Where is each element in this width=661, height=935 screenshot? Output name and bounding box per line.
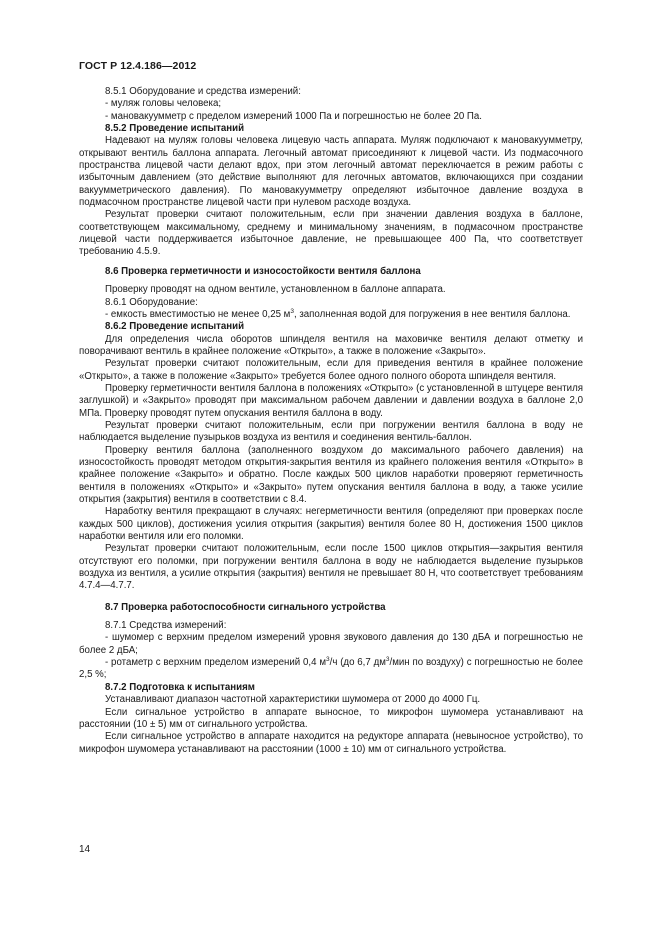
paragraph: Если сигнальное устройство в аппарате выносное, то микрофон шумомера устанавливают на расстоянии (10 ± 5) мм от сигнального устройства. xyxy=(79,706,583,730)
paragraph: Проверку проводят на одном вентиле, установленном в баллоне аппарата. xyxy=(105,284,446,296)
list-item: - муляж головы человека; xyxy=(105,98,222,110)
paragraph: Наработку вентиля прекращают в случаях: негерметичности вентиля (определяют при проверках после каждых 500 циклов), достижения усилия открытия (закрытия) вентиля более 80 Н, достижения 1500 циклов наработки вентиля или его поломки. xyxy=(79,506,583,543)
heading-8-7-2: 8.7.2 Подготовка к испытаниям xyxy=(105,681,255,693)
paragraph: Результат проверки считают положительным, если после 1500 циклов открытия—закрытия вентиля отсутствуют его поломки, при погружении вентиля баллона в воду не наблюдается выделение пузырьков воздуха из вентиля, а усилие открытия (закрытия) вентиля не превышает 80 Н, что соответствует требованиям 4.7.4—4.7.7. xyxy=(79,543,583,592)
heading-8-6: 8.6 Проверка герметичности и износостойкости вентиля баллона xyxy=(105,265,421,277)
document-header: ГОСТ Р 12.4.186—2012 xyxy=(79,60,197,72)
list-item: - емкость вместимостью не менее 0,25 $м^3$, заполненная водой для погружения в нее вентиля баллона. xyxy=(105,307,571,320)
paragraph: Проверку герметичности вентиля баллона в положениях «Открыто» (с установленной в штуцере вентиля заглушкой) и «Закрыто» проводят при максимальном рабочем давлении и давлении воздуха в баллоне 2,0 МПа. Проверку проводят путем опускания вентиля баллона в воду. xyxy=(79,382,583,419)
list-item: - мановакуумметр с пределом измерений 1000 Па и погрешностью не более 20 Па. xyxy=(105,110,482,122)
heading-8-6-2: 8.6.2 Проведение испытаний xyxy=(105,321,245,333)
paragraph: Для определения числа оборотов шпинделя вентиля на маховичке вентиля делают отметку и поворачивают вентиль в крайнее положение «Открыто», а также в положение «Закрыто». xyxy=(79,333,583,357)
paragraph: Проверку вентиля баллона (заполненного воздухом до максимального рабочего давления) на износостойкость проводят методом открытия-закрытия вентиля из крайнего положения вентиля «Открыто» в крайнее положение «Закрыто» и обратно. После каждых 500 циклов наработки проверяют герметичность вентиля в положениях «Открыто» и «Закрыто» путем опускания вентиля баллона в воду, а также усилие открытия (закрытия) вентиля в соответствии с 8.4. xyxy=(79,444,583,505)
heading-8-7: 8.7 Проверка работоспособности сигнального устройства xyxy=(105,601,386,613)
heading-8-5-2: 8.5.2 Проведение испытаний xyxy=(105,123,245,135)
paragraph: Результат проверки считают положительным, если при значении давления воздуха в баллоне, соответствующем максимальному, среднему и минимальному значениям, в подмасочном пространстве лицевой части поддерживается избыточное давление, не превышающее 400 Па, что соответствует требованию 4.5.9. xyxy=(79,209,583,258)
clause-8-7-1: 8.7.1 Средства измерений: xyxy=(105,620,227,632)
paragraph: Результат проверки считают положительным, если при погружении вентиля баллона в воду не наблюдается выделение пузырьков воздуха из вентиля и соединения вентиль-баллон. xyxy=(79,419,583,444)
paragraph: Результат проверки считают положительным, если для приведения вентиля в крайнее положение «Открыто», а также в положение «Закрыто» требуется более одного полного оборота шпинделя вентиля. xyxy=(79,358,583,382)
page-number: 14 xyxy=(79,844,91,855)
list-item: - ротаметр с верхним пределом измерений 0,4 $м^3/ч$ (до 6,7 $дм^3$/мин по воздуху) с погрешностью не более 2,5 %; xyxy=(79,655,583,681)
list-item: - шумомер с верхним пределом измерений уровня звукового давления до 130 дБА и погрешностью не более 2 дБА; xyxy=(79,632,583,656)
paragraph: Надевают на муляж головы человека лицевую часть аппарата. Муляж подключают к мановакуумметру, открывают вентиль баллона аппарата. Легочный автомат присоединяют к лицевой части. Из подмасочного пространства лицевой части делают вдох, при этом легочный автомат переключается в режим работы с избыточным давлением (это действие выполняют для легочных автоматов, включающихся при создании вакуумметрического давления). По мановакуумметру определяют избыточное давление воздуха в подмасочном пространстве лицевой части при нулевом расходе воздуха. xyxy=(79,135,583,209)
clause-8-6-1: 8.6.1 Оборудование: xyxy=(105,296,198,308)
paragraph: Устанавливают диапазон частотной характеристики шумомера от 2000 до 4000 Гц. xyxy=(105,694,481,706)
document-body xyxy=(79,86,583,756)
clause-8-5-1: 8.5.1 Оборудование и средства измерений: xyxy=(105,86,301,97)
paragraph: Если сигнальное устройство в аппарате находится на редукторе аппарата (невыносное устройство), то микрофон шумомера устанавливают на расстоянии (1000 ± 10) мм от сигнального устройства. xyxy=(79,731,583,755)
